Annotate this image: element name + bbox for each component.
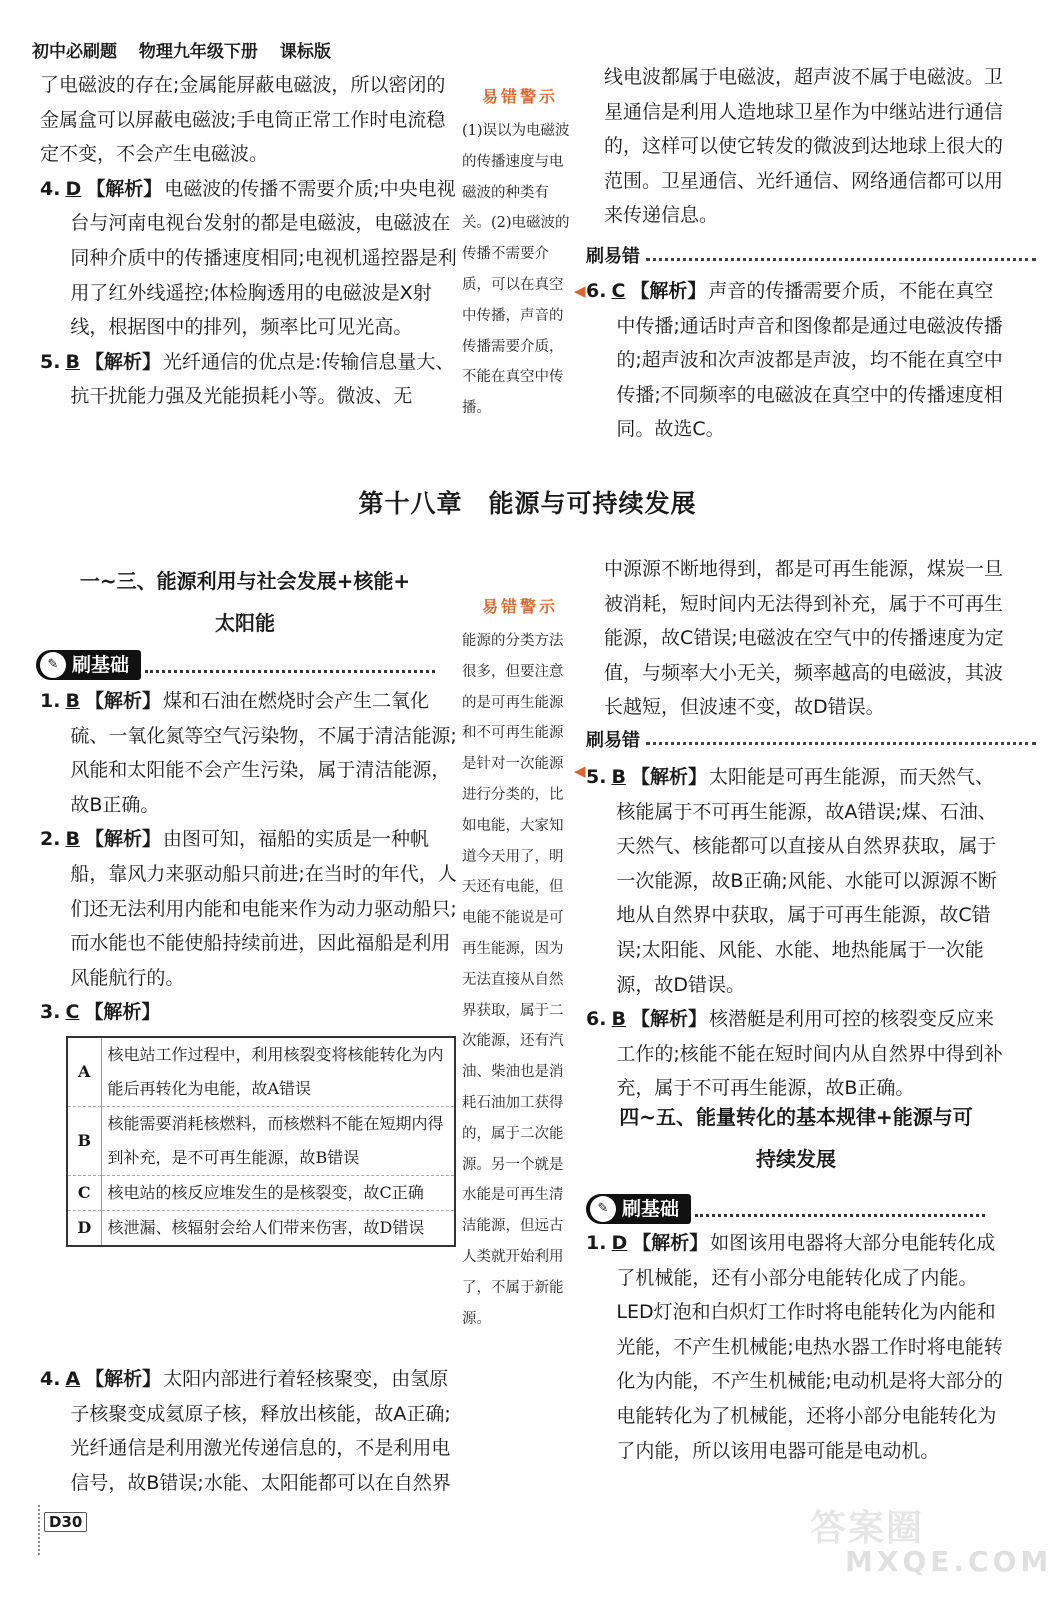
section-heading-line: 太阳能 [215,611,275,635]
answer-choice: C [611,280,626,302]
top-right-answers [586,274,1006,447]
question-number: 2. [40,828,61,851]
analysis-text: 核潜艇是利用可控的核裂变反应来工作的;核能不能在短时间内从自然界中得到补充，属于不可再生能源，故B正确。 [616,1008,1003,1100]
lower-right-answers-2 [586,1226,1006,1468]
pointer-arrow-icon: ◀ [574,762,586,780]
section-heading-line: 持续发展 [756,1147,836,1171]
analysis-text: 光纤通信的优点是:传输信息量大、抗干扰能力强及光能损耗小等。微波、无 [70,350,455,408]
option-key: D [67,1211,101,1247]
answer-item [40,684,460,822]
analysis-text: 声音的传播需要介质，不能在真空中传播;通话时声音和图像都是通过电磁波传播的;超声波和次声波都是声波，均不能在真空中传播;不同频率的电磁波在真空中的传播速度相同。故选C。 [616,280,1003,441]
answer-item [40,822,460,995]
answer-item [586,1226,1006,1468]
top-left-column [40,68,460,414]
pen-icon: ✎ [40,652,66,678]
question-number: 5. [586,766,607,788]
table-row [67,1107,455,1176]
error-warning-note: (1)误以为电磁波的传播速度与电磁波的种类有关。(2)电磁波的传播不需要介质，可以在真空中传播，声音的传播需要介质，不能在真空中传播。 [462,123,570,417]
dotted-divider [695,1201,985,1217]
top-right-column [604,60,1009,233]
answer-choice: D [65,177,82,200]
option-text: 核电站的核反应堆发生的是核裂变，故C正确 [101,1176,455,1211]
practice-badge: ✎ 刷基础 [586,1192,985,1226]
table-row [67,1037,455,1107]
analysis-tag: 【解析】 [630,766,707,788]
question-number: 4. [40,1368,61,1390]
pen-icon: ✎ [590,1196,616,1222]
answer-choice: D [611,1232,628,1254]
section-heading [40,560,450,644]
answer-choice: B [65,690,80,712]
continued-text: 了电磁波的存在;金属能屏蔽电磁波，所以密闭的金属盒可以屏蔽电磁波;手电筒正常工作时电流稳定不变，不会产生电磁波。 [40,74,446,166]
question-number: 3. [40,1001,61,1024]
question-number: 1. [586,1232,607,1254]
analysis-text: 太阳能是可再生能源，而天然气、核能属于不可再生能源，故A错误;煤、石油、天然气、核能都可以直接从自然界获取，属于一次能源，故B正确;风能、水能可以源源不断地从自然界中获取，属于可再生能源，故C错误;太阳能、风能、水能、地热能属于一次能源，故D错误。 [616,766,997,996]
section-label-easy-mistake: 刷易错 [586,726,1036,752]
header-edition: 课标版 [279,42,331,62]
lower-right-answers [586,760,1006,1106]
option-analysis-table [66,1036,456,1247]
analysis-text: 如图该用电器将大部分电能转化成了机械能，还有小部分电能转化成了内能。LED灯泡和白炽灯工作时将电能转化为内能和光能，不产生机械能;电热水器工作时将电能转化为内能，不产生机械能;电动机是将大部分的电能转化为了机械能，还将小部分电能转化为了内能，所以该用电器可能是电动机。 [616,1232,1003,1462]
dotted-divider [646,249,1036,261]
question-number: 4. [40,177,61,200]
continued-text: 线电波都属于电磁波，超声波不属于电磁波。卫星通信是利用人造地球卫星作为中继站进行通信的，这样可以使它转发的微波到达地球上很大的范围。卫星通信、光纤通信、网络通信都可以用来传递信息。 [604,66,1004,227]
answer-choice: A [65,1368,81,1390]
practice-badge: ✎ 刷基础 [36,648,435,682]
header-subject: 物理九年级下册 [138,42,258,62]
answer-item [586,274,1006,447]
analysis-tag: 【解析】 [632,1232,709,1254]
question-number: 6. [586,1008,607,1031]
table-row [67,1211,455,1247]
analysis-tag: 【解析】 [86,177,163,200]
section-heading-line: 一~三、能源利用与社会发展+核能+ [79,569,411,593]
section-label-easy-mistake: 刷易错 [586,242,1036,268]
answer-item [40,345,460,414]
answer-item [40,1362,460,1500]
analysis-text: 太阳内部进行着轻核聚变，由氢原子核聚变成氦原子核，释放出核能，故A正确;光纤通信是利用激光传递信息的，不是利用电信号，故B错误;水能、太阳能都可以在自然界 [70,1368,451,1494]
answer-item [40,995,460,1030]
section-heading [586,1096,1006,1180]
analysis-text: 煤和石油在燃烧时会产生二氧化硫、一氧化氮等空气污染物，不属于清洁能源;风能和太阳能不会产生污染，属于清洁能源，故B正确。 [70,690,457,816]
question-number: 5. [40,350,61,373]
page-header [32,40,347,64]
pointer-arrow-icon: ◀ [574,282,586,300]
answer-item [586,1002,1006,1106]
answer-choice: C [65,1001,80,1024]
chapter-title: 第十八章 能源与可持续发展 [358,489,697,518]
answer-choice: B [65,350,80,373]
analysis-tag: 【解析】 [85,1368,162,1390]
analysis-tag: 【解析】 [84,828,161,851]
watermark-url: MXQE.COM [845,1545,1053,1578]
answer-choice: B [611,1008,626,1031]
watermark-logo: 答案圈 [810,1508,925,1549]
analysis-tag: 【解析】 [84,350,161,373]
analysis-text: 电磁波的传播不需要介质;中央电视台与河南电视台发射的都是电磁波，电磁波在同种介质中的传播速度相同;电视机遥控器是利用了红外线遥控;体检胸透用的电磁波是X射线，根据图中的排列，频率比可见光高。 [70,177,457,339]
error-warning-note: 能源的分类方法很多，但要注意的是可再生能源和不可再生能源是针对一次能源进行分类的，比如电能，大家知道今天用了，明天还有电能，但电能不能说是可再生能源，因为无法直接从自然界获取，属于二次能源，还有汽油、柴油也是消耗石油加工获得的，属于二次能源。另一个就是水能是可再生清洁能源，但远古人类就开始利用了，不属于新能源。 [462,633,564,1327]
question-number: 1. [40,690,61,712]
analysis-tag: 【解析】 [630,280,707,302]
table-row [67,1176,455,1211]
option-key: B [67,1107,101,1176]
analysis-tag: 【解析】 [84,690,161,712]
dotted-divider [38,1505,40,1555]
section-heading-line: 四~五、能量转化的基本规律+能源与可 [619,1105,973,1129]
answer-item [40,172,460,345]
error-warning-title: 易错警示 [481,87,558,106]
lower-left-answers-2 [40,1362,460,1500]
lower-right-column [604,552,1009,725]
option-text: 核电站工作过程中，利用核裂变将核能转化为内能后再转化为电能，故A错误 [101,1037,455,1107]
option-key: A [67,1037,101,1107]
dotted-divider [145,657,435,673]
analysis-text: 由图可知，福船的实质是一种帆船，靠风力来驱动船只前进;在当时的年代，人们还无法利用内能和电能来作为动力驱动船只;而水能也不能使船持续前进，因此福船是利用风能航行的。 [70,828,457,989]
header-series: 初中必刷题 [32,42,117,62]
option-text: 核能需要消耗核燃料，而核燃料不能在短期内得到补充，是不可再生能源，故B错误 [101,1107,455,1176]
option-key: C [67,1176,101,1211]
dotted-divider [646,733,1036,745]
option-text: 核泄漏、核辐射会给人们带来伤害，故D错误 [107,1218,425,1237]
continued-text: 中源源不断地得到，都是可再生能源，煤炭一旦被消耗，短时间内无法得到补充，属于不可再生能源，故C错误;电磁波在空气中的传播速度为定值，与频率大小无关，频率越高的电磁波，其波长越短，但波速不变，故D错误。 [604,558,1004,719]
analysis-tag: 【解析】 [84,1001,161,1024]
error-warning-title: 易错警示 [481,597,558,616]
answer-item [586,760,1006,1002]
answer-choice: B [65,828,80,851]
page-number: D30 [44,1512,87,1532]
lower-left-answers [40,684,460,1030]
analysis-tag: 【解析】 [630,1008,707,1031]
answer-choice: B [611,766,626,788]
question-number: 6. [586,280,607,302]
